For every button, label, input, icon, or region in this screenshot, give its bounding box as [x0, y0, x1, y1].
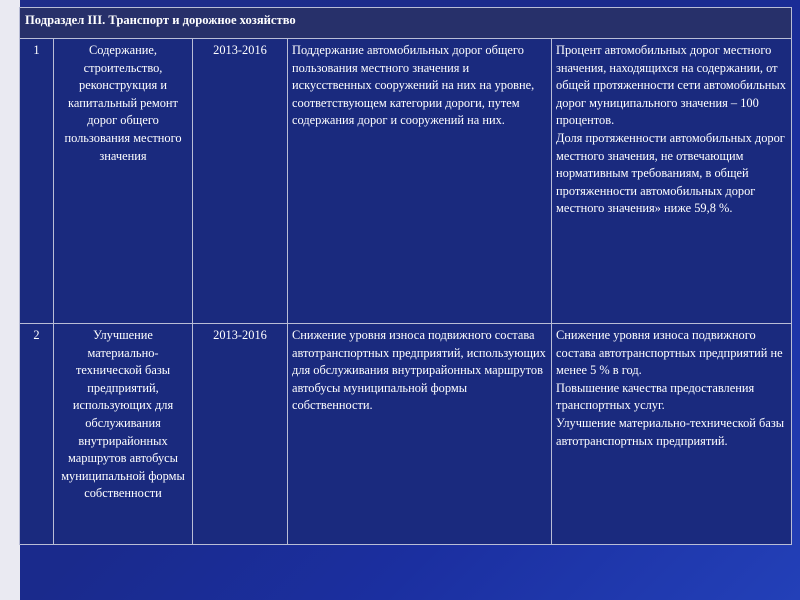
indicator-text: Доля протяженности автомобильных дорог местного значения, не отвечающим нормативным требованиям, в общей протяженности автомобильных дорог местного значения» ниже 59,8 %. — [556, 130, 785, 216]
task-description: Поддержание автомобильных дорог общего пользования местного значения и искусственных сооружений на них на уровне, соответствующем категории дороги, путем содержания дорог и сооружений на них. — [288, 39, 552, 324]
slide-left-margin — [0, 0, 20, 600]
section-title: Подраздел III. Транспорт и дорожное хозяйство — [20, 8, 792, 39]
table-row — [20, 324, 792, 545]
indicators-cell — [552, 39, 792, 324]
table-row — [20, 39, 792, 324]
activity-name: Содержание, строительство, реконструкция и капитальный ремонт дорог общего пользования местного значения — [54, 39, 193, 324]
row-number: 1 — [20, 39, 54, 324]
row-number: 2 — [20, 324, 54, 545]
indicator-text: Снижение уровня износа подвижного состава автотранспортных предприятий не менее 5 % в год. — [556, 328, 783, 378]
task-description: Снижение уровня износа подвижного состава автотранспортных предприятий, использующих для обслуживания внутрирайонных маршрутов автобусы муниципальной формы собственности. — [288, 324, 552, 545]
indicator-text: Улучшение материально-технической базы автотранспортных предприятий. — [556, 415, 785, 448]
indicator-text: Повышение качества предоставления транспортных услуг. — [556, 380, 755, 413]
period: 2013-2016 — [193, 324, 288, 545]
program-table — [19, 7, 792, 545]
period: 2013-2016 — [193, 39, 288, 324]
activity-name: Улучшение материально-технической базы предприятий, использующих для обслуживания внутрирайонных маршрутов автобусы муниципальной формы собственности — [54, 324, 193, 545]
indicator-text: Процент автомобильных дорог местного значения, находящихся на содержании, от общей протяженности сети автомобильных дорог муниципального значения – 100 процентов. — [556, 43, 786, 128]
section-header-row — [20, 8, 792, 39]
indicators-cell — [552, 324, 792, 545]
